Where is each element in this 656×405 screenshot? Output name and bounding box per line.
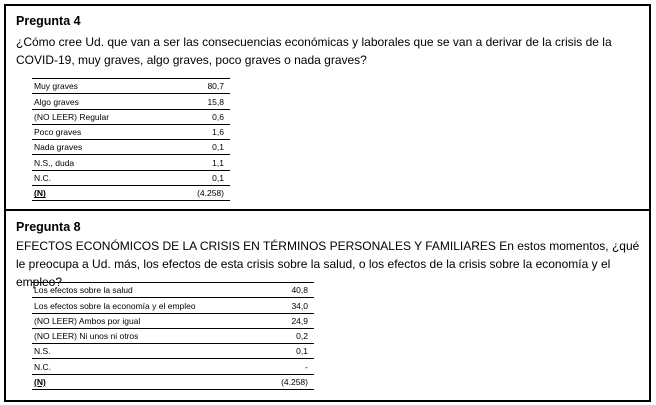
row-label: (NO LEER) Regular [32,109,160,124]
row-label: Muy graves [32,79,160,94]
row-label: N.S., duda [32,155,160,170]
section-divider [6,209,649,211]
total-value: (4.258) [244,374,314,389]
q8-text: EFECTOS ECONÓMICOS DE LA CRISIS EN TÉRMINOS PERSONALES Y FAMILIARES En estos momentos, ¿qué le preocupa a Ud. más, los efectos de esta crisis sobre la salud, o los efectos de la crisis sobre la economía y el empleo? [16,239,640,289]
row-label: N.C. [32,359,244,374]
total-label: (N) [34,188,46,199]
total-row [32,186,230,201]
table-row [32,94,230,109]
total-label: (N) [34,377,46,388]
row-value: 80,7 [160,79,230,94]
q8-table [32,282,314,390]
table-row [32,359,314,374]
row-value: 0,2 [244,328,314,343]
row-label: (NO LEER) Ambos por igual [32,313,244,328]
table-row [32,109,230,124]
q4-text: ¿Cómo cree Ud. que van a ser las consecuencias económicas y laborales que se van a derivar de la crisis de la COVID-19, muy graves, algo graves, poco graves o nada graves? [16,35,612,67]
table-row [32,328,314,343]
row-label: N.C. [32,170,160,185]
survey-frame [4,4,651,402]
row-label: (NO LEER) Ni unos ni otros [32,328,244,343]
row-label: Poco graves [32,124,160,139]
table-row [32,140,230,155]
row-label: Los efectos sobre la economía y el empleo [32,298,244,313]
row-value: 24,9 [244,313,314,328]
q8-title: Pregunta 8 [16,220,81,234]
row-value: 15,8 [160,94,230,109]
row-value: 40,8 [244,283,314,298]
row-value: 0,1 [244,344,314,359]
table-row [32,298,314,313]
row-value: 1,1 [160,155,230,170]
row-label: Los efectos sobre la salud [32,283,244,298]
row-value: 1,6 [160,124,230,139]
row-label: N.S. [32,344,244,359]
total-row [32,374,314,389]
row-value: 0,6 [160,109,230,124]
q4-table [32,78,230,201]
table-row [32,344,314,359]
total-label-cell [32,374,244,389]
row-label: Algo graves [32,94,160,109]
q4-title: Pregunta 4 [16,14,81,28]
total-value: (4.258) [160,186,230,201]
row-label: Nada graves [32,140,160,155]
row-value: 0,1 [160,170,230,185]
table-row [32,283,314,298]
table-row [32,124,230,139]
table-row [32,313,314,328]
row-value: - [244,359,314,374]
total-label-cell [32,186,160,201]
table-row [32,79,230,94]
table-row [32,170,230,185]
table-row [32,155,230,170]
row-value: 34,0 [244,298,314,313]
row-value: 0,1 [160,140,230,155]
